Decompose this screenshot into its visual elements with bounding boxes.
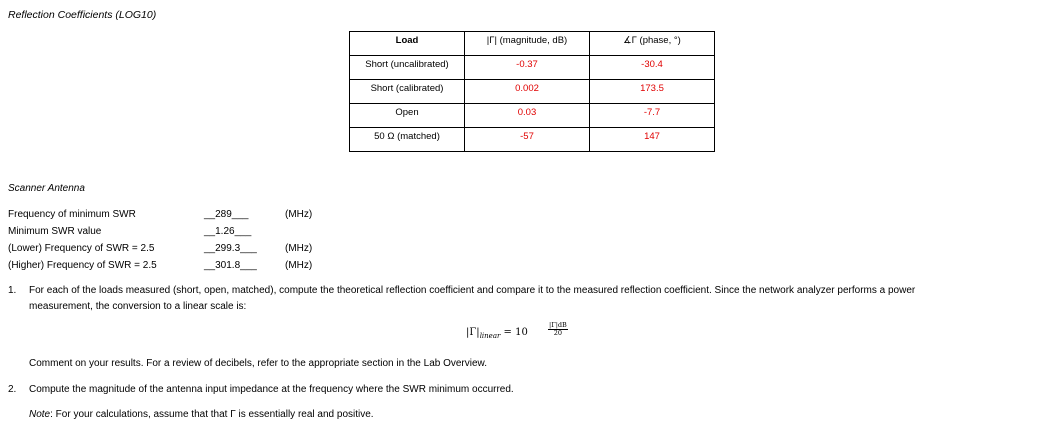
header-load: Load [350,32,465,56]
header-magnitude: |Γ| (magnitude, dB) [465,32,590,56]
phase-cell: 147 [590,128,715,152]
row-unit: (MHz) [285,243,313,254]
load-cell: Open [350,104,465,128]
phase-cell: 173.5 [590,80,715,104]
question-text: Compute the magnitude of the antenna input impedance at the frequency where the SWR minimum occurred. [29,384,514,395]
table-header-row [350,32,715,56]
phase-cell: -30.4 [590,56,715,80]
question-text: For each of the loads measured (short, open, matched), compute the theoretical reflection coefficient and compare it to the measured reflection coefficient. Since the network analyzer performs a power [29,285,916,296]
row-unit: (MHz) [285,209,313,220]
formula-mid: = 10 [500,327,528,338]
row-value: __1.26___ [204,226,252,237]
note-text: : For your calculations, assume that that Γ is essentially real and positive. [50,409,374,420]
row-label: (Lower) Frequency of SWR = 2.5 [8,243,155,254]
table-row [350,80,715,104]
table-row [350,56,715,80]
row-label: (Higher) Frequency of SWR = 2.5 [8,260,157,271]
magnitude-cell: -57 [465,128,590,152]
question-number: 1. [8,285,17,296]
header-phase: ∡Γ (phase, °) [590,32,715,56]
question-number: 2. [8,384,17,395]
table-row [350,104,715,128]
reflection-table [349,31,715,152]
exponent-numerator: |Γ|dB [549,321,567,329]
row-label: Frequency of minimum SWR [8,209,136,220]
magnitude-cell: 0.03 [465,104,590,128]
load-cell: 50 Ω (matched) [350,128,465,152]
load-cell: Short (calibrated) [350,80,465,104]
note [29,409,374,420]
row-value: __299.3___ [204,243,257,254]
question-text: measurement, the conversion to a linear scale is: [29,301,247,312]
load-cell: Short (uncalibrated) [350,56,465,80]
row-unit: (MHz) [285,260,313,271]
formula-exponent [548,322,568,337]
note-label: Note [29,409,51,420]
phase-cell: -7.7 [590,104,715,128]
formula-lhs: |Γ| [466,327,480,338]
section-title: Reflection Coefficients (LOG10) [8,9,157,21]
magnitude-cell: 0.002 [465,80,590,104]
comment-text: Comment on your results. For a review of decibels, refer to the appropriate section in the Lab Overview. [29,358,487,369]
formula-subscript: linear [479,332,501,340]
scanner-title: Scanner Antenna [8,183,85,194]
row-value: __289___ [204,209,249,220]
magnitude-cell: -0.37 [465,56,590,80]
exponent-denominator: 20 [553,329,563,337]
row-label: Minimum SWR value [8,226,102,237]
row-value: __301.8___ [204,260,257,271]
table-row [350,128,715,152]
